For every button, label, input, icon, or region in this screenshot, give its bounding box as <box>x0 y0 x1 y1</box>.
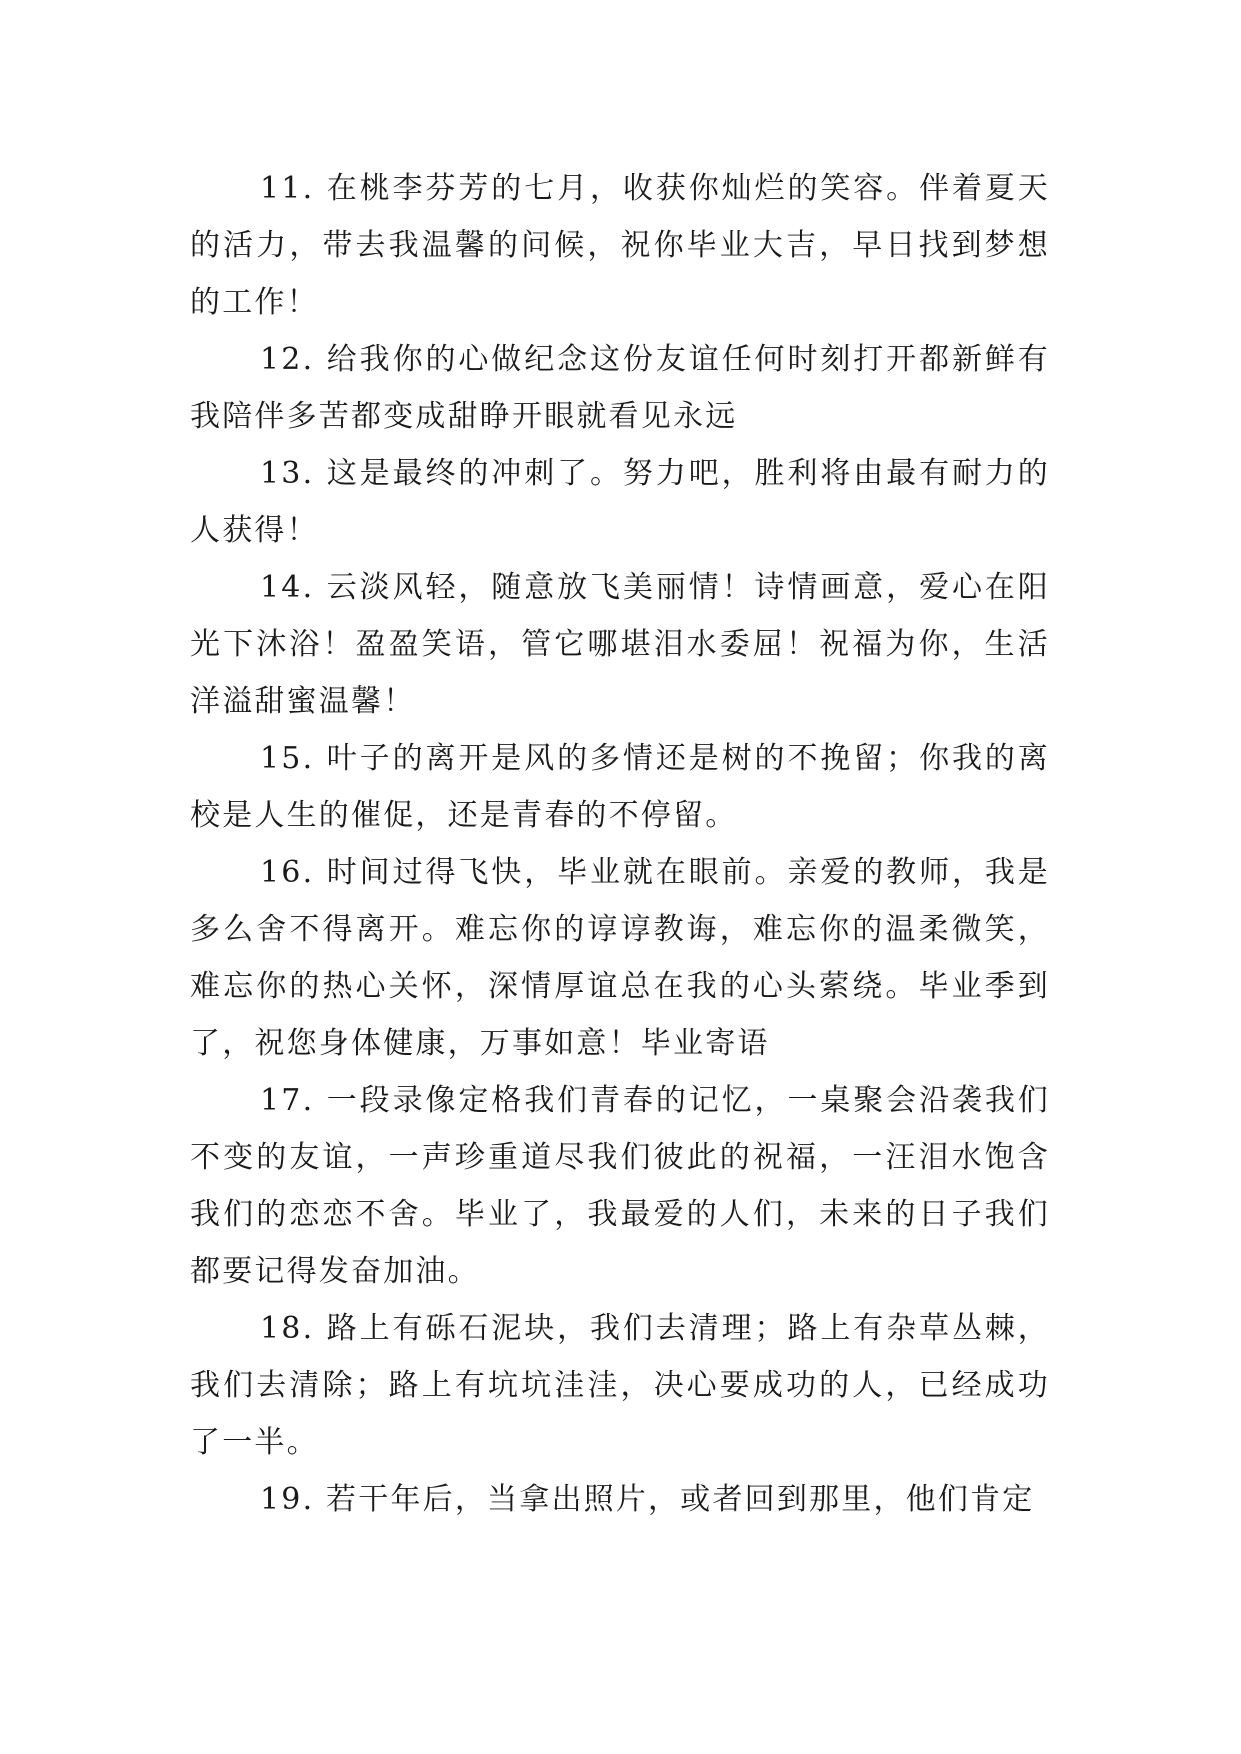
document-body <box>190 160 1050 1528</box>
paragraph-12: 12. 给我你的心做纪念这份友谊任何时刻打开都新鲜有我陪伴多苦都变成甜睁开眼就看见永远 <box>190 342 1050 434</box>
paragraph-14: 14. 云淡风轻，随意放飞美丽情！诗情画意，爱心在阳光下沐浴！盈盈笑语，管它哪堪泪水委屈！祝福为你，生活洋溢甜蜜温馨！ <box>190 570 1050 719</box>
paragraph-18: 18. 路上有砾石泥块，我们去清理；路上有杂草丛棘，我们去清除；路上有坑坑洼洼，决心要成功的人，已经成功了一半。 <box>190 1311 1050 1460</box>
paragraph-16: 16. 时间过得飞快，毕业就在眼前。亲爱的教师，我是多么舍不得离开。难忘你的谆谆教诲，难忘你的温柔微笑，难忘你的热心关怀，深情厚谊总在我的心头萦绕。毕业季到了，祝您身体健康，万事如意！毕业寄语 <box>190 855 1050 1061</box>
paragraph-17: 17. 一段录像定格我们青春的记忆，一桌聚会沿袭我们不变的友谊，一声珍重道尽我们彼此的祝福，一汪泪水饱含我们的恋恋不舍。毕业了，我最爱的人们，未来的日子我们都要记得发奋加油。 <box>190 1083 1050 1289</box>
paragraph-15: 15. 叶子的离开是风的多情还是树的不挽留；你我的离校是人生的催促，还是青春的不停留。 <box>190 741 1050 833</box>
paragraph-11: 11. 在桃李芬芳的七月，收获你灿烂的笑容。伴着夏天的活力，带去我温馨的问候，祝你毕业大吉，早日找到梦想的工作！ <box>190 171 1050 320</box>
paragraph-19: 19. 若干年后，当拿出照片，或者回到那里，他们肯定 <box>260 1482 1035 1517</box>
paragraph-13: 13. 这是最终的冲刺了。努力吧，胜利将由最有耐力的人获得！ <box>190 456 1050 548</box>
